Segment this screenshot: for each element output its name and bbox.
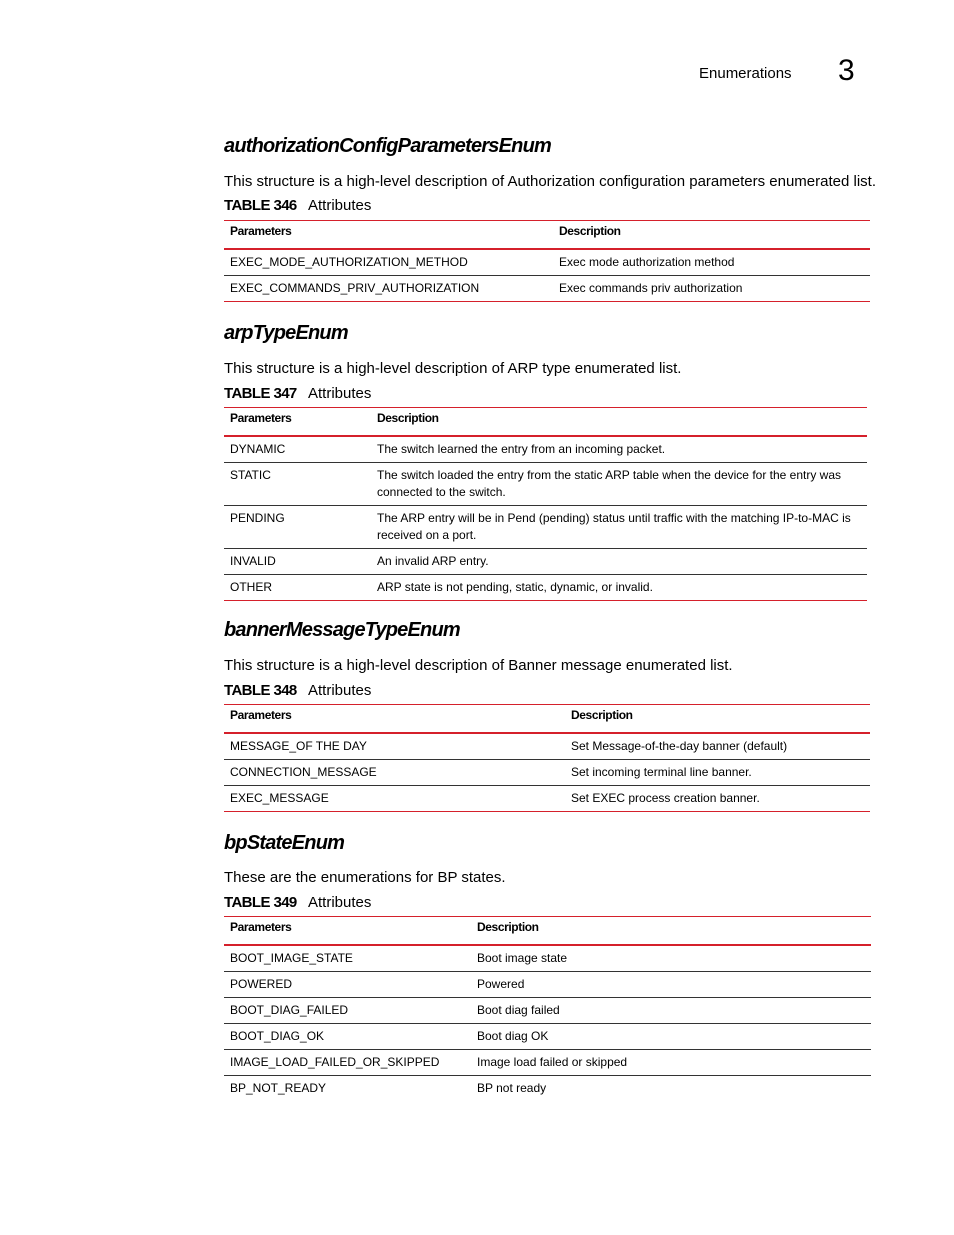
description-cell: An invalid ARP entry. <box>371 548 867 574</box>
attributes-table <box>224 407 867 601</box>
parameter-cell: OTHER <box>224 574 371 600</box>
description-cell: Image load failed or skipped <box>471 1049 871 1075</box>
table-number: TABLE 347 <box>224 385 297 402</box>
description-cell: Boot diag failed <box>471 997 871 1023</box>
parameter-cell: IMAGE_LOAD_FAILED_OR_SKIPPED <box>224 1049 471 1075</box>
table-row <box>224 436 867 463</box>
section-description: This structure is a high-level description of Banner message enumerated list. <box>224 657 733 674</box>
table-row <box>224 505 867 548</box>
parameter-cell: STATIC <box>224 462 371 505</box>
parameter-cell: DYNAMIC <box>224 436 371 463</box>
section-arp-type-enum <box>224 321 872 594</box>
section-heading: authorizationConfigParametersEnum <box>224 135 551 157</box>
table-header-row <box>224 221 870 249</box>
column-header: Parameters <box>224 221 553 249</box>
section-description: This structure is a high-level description of Authorization configuration parameters enumerated list. <box>224 173 876 190</box>
column-header: Description <box>371 408 867 436</box>
table-row <box>224 759 870 785</box>
table-row <box>224 548 867 574</box>
table-title: Attributes <box>308 894 372 911</box>
section-heading: bpStateEnum <box>224 832 345 854</box>
section-bp-state-enum <box>224 831 872 1095</box>
table-row <box>224 733 870 760</box>
parameter-cell: MESSAGE_OF THE DAY <box>224 733 565 760</box>
table-row <box>224 275 870 301</box>
section-banner-message-type-enum <box>224 618 872 805</box>
table-row <box>224 1075 871 1101</box>
table-row <box>224 462 867 505</box>
table-header-row <box>224 917 871 945</box>
description-cell: Powered <box>471 971 871 997</box>
parameter-cell: EXEC_MODE_AUTHORIZATION_METHOD <box>224 249 553 276</box>
section-description: These are the enumerations for BP states. <box>224 869 506 886</box>
table-row <box>224 1023 871 1049</box>
description-cell: Exec commands priv authorization <box>553 275 870 301</box>
parameter-cell: EXEC_COMMANDS_PRIV_AUTHORIZATION <box>224 275 553 301</box>
description-cell: Set incoming terminal line banner. <box>565 759 870 785</box>
parameter-cell: PENDING <box>224 505 371 548</box>
attributes-table <box>224 220 870 302</box>
table-number: TABLE 346 <box>224 197 297 214</box>
running-header <box>0 54 954 92</box>
table-header-row <box>224 705 870 733</box>
table-caption <box>224 894 372 912</box>
table-row <box>224 1049 871 1075</box>
description-cell: Boot diag OK <box>471 1023 871 1049</box>
table-caption <box>224 197 372 215</box>
description-cell: The switch loaded the entry from the static ARP table when the device for the entry was connected to the switch. <box>371 462 867 505</box>
description-cell: The ARP entry will be in Pend (pending) status until traffic with the matching IP-to-MAC is received on a port. <box>371 505 867 548</box>
table-title: Attributes <box>308 385 372 402</box>
description-cell: Set EXEC process creation banner. <box>565 785 870 811</box>
table-title: Attributes <box>308 682 372 699</box>
column-header: Parameters <box>224 917 471 945</box>
table-caption <box>224 385 372 403</box>
section-heading: bannerMessageTypeEnum <box>224 619 460 641</box>
parameter-cell: BOOT_IMAGE_STATE <box>224 945 471 972</box>
column-header: Parameters <box>224 705 565 733</box>
parameter-cell: CONNECTION_MESSAGE <box>224 759 565 785</box>
section-authorization-config-parameters-enum <box>224 134 876 295</box>
description-cell: BP not ready <box>471 1075 871 1101</box>
table-header-row <box>224 408 867 436</box>
chapter-number: 3 <box>838 54 855 87</box>
chapter-name: Enumerations <box>699 65 792 82</box>
table-row <box>224 785 870 811</box>
table-number: TABLE 349 <box>224 894 297 911</box>
description-cell: Boot image state <box>471 945 871 972</box>
column-header: Description <box>565 705 870 733</box>
table-row <box>224 574 867 600</box>
parameter-cell: BOOT_DIAG_FAILED <box>224 997 471 1023</box>
column-header: Description <box>553 221 870 249</box>
table-caption <box>224 682 372 700</box>
table-row <box>224 249 870 276</box>
table-row <box>224 997 871 1023</box>
description-cell: Set Message-of-the-day banner (default) <box>565 733 870 760</box>
description-cell: Exec mode authorization method <box>553 249 870 276</box>
section-heading: arpTypeEnum <box>224 322 348 344</box>
description-cell: ARP state is not pending, static, dynamic, or invalid. <box>371 574 867 600</box>
section-description: This structure is a high-level description of ARP type enumerated list. <box>224 360 682 377</box>
table-title: Attributes <box>308 197 372 214</box>
description-cell: The switch learned the entry from an incoming packet. <box>371 436 867 463</box>
parameter-cell: POWERED <box>224 971 471 997</box>
parameter-cell: EXEC_MESSAGE <box>224 785 565 811</box>
parameter-cell: BP_NOT_READY <box>224 1075 471 1101</box>
parameter-cell: BOOT_DIAG_OK <box>224 1023 471 1049</box>
table-row <box>224 945 871 972</box>
table-number: TABLE 348 <box>224 682 297 699</box>
parameter-cell: INVALID <box>224 548 371 574</box>
attributes-table <box>224 916 871 1102</box>
attributes-table <box>224 704 870 812</box>
table-row <box>224 971 871 997</box>
column-header: Description <box>471 917 871 945</box>
column-header: Parameters <box>224 408 371 436</box>
